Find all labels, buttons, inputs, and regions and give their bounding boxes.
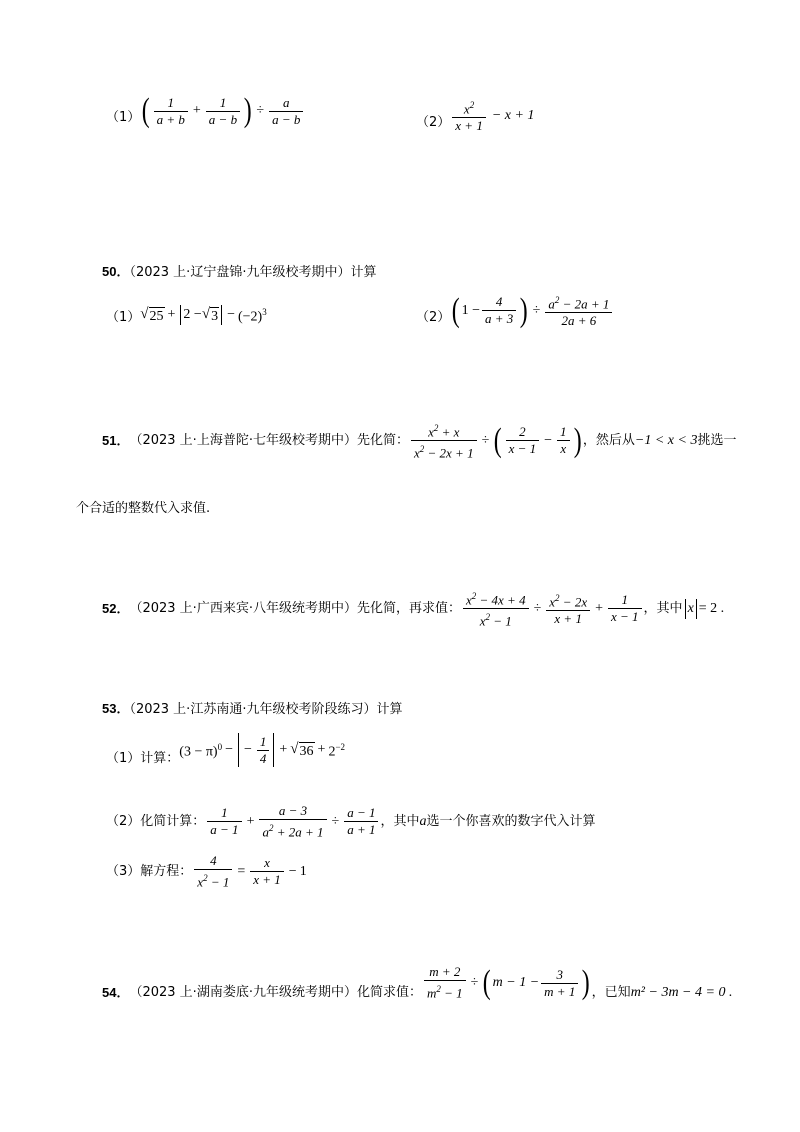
q53-p1-label: （1）计算： [106, 751, 180, 766]
q50-part2: （2） ( 1 − $\frac{4}{a + 3}$ ) ÷ $\frac{a^2 - 2a + 1}{2a + 6}$ [416, 292, 614, 329]
q54-instruction: 化简求值： [356, 985, 422, 1000]
q50-instruction: 计算 [350, 265, 377, 280]
q53-p2-label: （2）化简计算： [106, 813, 206, 829]
q50-p2-label: （2） [416, 309, 451, 325]
q54-given: ，已知 [591, 985, 631, 1000]
q50-part1: （1） √ 25 + 2 − √ 3 − $(-2)^3$ [106, 305, 267, 325]
q52-number: 52． [102, 600, 130, 616]
q53-stem [102, 700, 402, 719]
q53-instruction: 计算 [376, 702, 403, 717]
q52-source: （2023 上·广西来宾·八年级统考期中） [129, 600, 357, 616]
q51-after: ，然后从 [582, 432, 635, 448]
q50-source: （2023 上·辽宁盘锦·九年级校考期中） [129, 265, 351, 280]
q50-p1-label: （1） [106, 310, 141, 325]
q52-stem: 52． （2023 上·广西来宾·八年级统考期中） 先化简，再求值： $\frac{x^2 - 4x + 4}{x^2 - 1}$ ÷ $\frac{x^2 - 2x}{x + 1}$ + $\frac{1}{x - 1}$ ，其中 x = 2 . [102, 588, 724, 630]
q52-condition: = 2 . [698, 600, 725, 616]
q49-p2-label: （2） [416, 114, 451, 130]
q52-instruction: 先化简，再求值： [356, 600, 461, 616]
q51-instruction: 先化简： [356, 432, 409, 448]
q53-source: （2023 上·江苏南通·九年级校考阶段练习） [129, 702, 377, 717]
q53-part3: （3）解方程： $\frac{4}{x^2 - 1}$ = $\frac{x}{x + 1}$ − 1 [106, 853, 307, 890]
q53-p2-tail-b: 选一个你喜欢的数字代入计算 [426, 813, 596, 829]
q53-p2-tail-a: ，其中 [380, 813, 420, 829]
q49-p1-label: （1） [106, 110, 141, 125]
q51-tail: 挑选一 [697, 432, 737, 448]
q49-part2: （2） $\frac{x^2}{x + 1}$ − x + 1 [416, 97, 534, 134]
q54-source: （2023 上·湖南娄底·九年级统考期中） [129, 985, 357, 1000]
q53-number: 53． [102, 701, 130, 716]
q51-source: （2023 上·上海普陀·七年级校考期中） [129, 432, 357, 448]
q51-stem: 51． （2023 上·上海普陀·七年级校考期中） 先化简： $\frac{x^2 + x}{x^2 - 2x + 1}$ ÷ ( $\frac{2}{x - 1}$ − $\frac{1}{x}$ ) ，然后从 −1 < x < 3 挑选一 [102, 421, 737, 461]
q53-part2: （2）化简计算： $\frac{1}{a - 1}$ + $\frac{a - 3}{a^2 + 2a + 1}$ ÷ $\frac{a - 1}{a + 1}$ ，其中 a 选一个你喜欢的数字代入计算 [106, 803, 596, 840]
q54-number: 54． [102, 985, 130, 1000]
q49-part1: （1） ( $\frac{1}{a + b}$ + $\frac{1}{a - b}$ ) ÷ $\frac{a}{a - b}$ [106, 94, 305, 128]
q52-where: ，其中 [643, 600, 683, 616]
q53-p3-label: （3）解方程： [106, 863, 193, 879]
q54-equation: m² − 3m − 4 = 0 . [630, 985, 733, 1000]
q50-number: 50． [102, 264, 130, 279]
q53-p2-tail-var: a [419, 813, 427, 829]
q51-number: 51． [102, 432, 130, 448]
q53-part1: （1）计算： $(3 - \pi)^0$ − − $\frac{1}{4}$ + √ 36 + $2^{-2}$ [106, 733, 346, 766]
q51-range: −1 < x < 3 [634, 432, 698, 448]
q50-stem [102, 263, 376, 282]
q54-stem: 54． （2023 上·湖南娄底·九年级统考期中） 化简求值： $\frac{m + 2}{m^2 - 1}$ ÷ ( m − 1 − $\frac{3}{m + 1}$ ) ，已知 m² − 3m − 4 = 0 . [102, 964, 733, 1001]
q51-line2: 个合适的整数代入求值. [76, 501, 211, 516]
